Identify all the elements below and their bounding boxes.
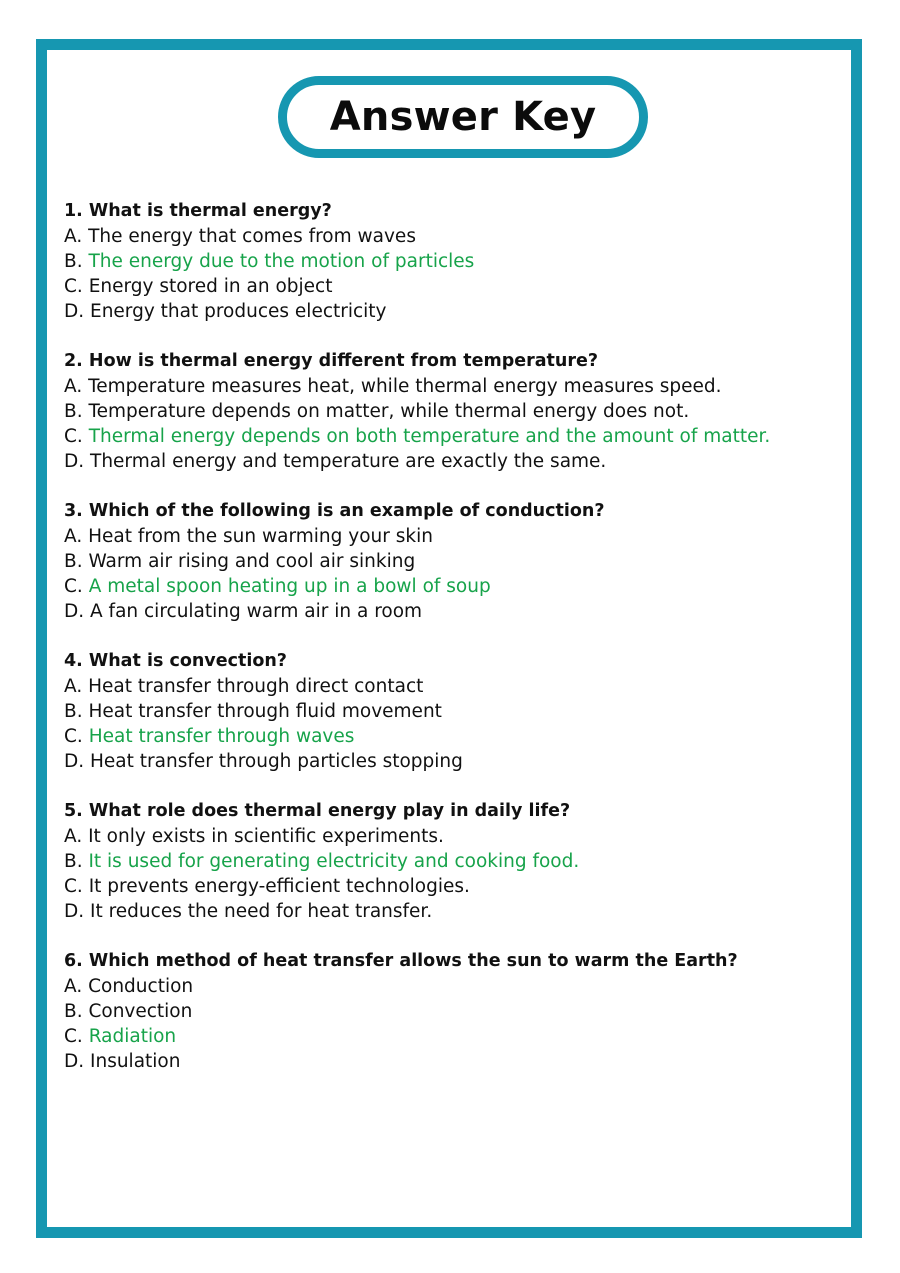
option-text: Heat from the sun warming your skin bbox=[88, 526, 433, 547]
option bbox=[64, 274, 844, 299]
option bbox=[64, 299, 844, 324]
question-text: 3. Which of the following is an example of conduction? bbox=[64, 501, 605, 521]
option-letter: B. bbox=[64, 251, 89, 272]
question-block-6 bbox=[64, 949, 844, 1074]
option bbox=[64, 824, 844, 849]
option bbox=[64, 874, 844, 899]
question-text: 2. How is thermal energy different from temperature? bbox=[64, 351, 599, 371]
option-text: A fan circulating warm air in a room bbox=[90, 601, 423, 622]
option bbox=[64, 524, 844, 549]
option-letter: B. bbox=[64, 551, 89, 572]
option-text: Insulation bbox=[90, 1051, 181, 1072]
correct-answer-text: Radiation bbox=[88, 1026, 177, 1047]
option-letter: D. bbox=[64, 301, 91, 322]
option-text: It prevents energy-efficient technologies. bbox=[88, 876, 470, 897]
option bbox=[64, 374, 844, 399]
option-letter: D. bbox=[64, 751, 91, 772]
option-correct bbox=[64, 1024, 844, 1049]
option-letter: C. bbox=[64, 1026, 89, 1047]
question-block-2 bbox=[64, 349, 844, 474]
option-correct bbox=[64, 424, 844, 449]
option-text: It only exists in scientific experiments. bbox=[88, 826, 444, 847]
option bbox=[64, 599, 844, 624]
page-title: Answer Key bbox=[329, 94, 597, 140]
option-correct bbox=[64, 724, 844, 749]
option-letter: B. bbox=[64, 1001, 89, 1022]
option bbox=[64, 749, 844, 774]
option bbox=[64, 674, 844, 699]
option-text: Energy that produces electricity bbox=[90, 301, 387, 322]
option-letter: A. bbox=[64, 376, 89, 397]
question-block-5 bbox=[64, 799, 844, 924]
option-letter: A. bbox=[64, 226, 89, 247]
correct-answer-text: The energy due to the motion of particles bbox=[88, 251, 475, 272]
correct-answer-text: Thermal energy depends on both temperature and the amount of matter. bbox=[88, 426, 771, 447]
option-letter: D. bbox=[64, 1051, 91, 1072]
option bbox=[64, 999, 844, 1024]
option-text: Temperature depends on matter, while thermal energy does not. bbox=[88, 401, 690, 422]
option-letter: A. bbox=[64, 976, 89, 997]
question-block-1 bbox=[64, 199, 844, 324]
option-letter: C. bbox=[64, 426, 89, 447]
question-text: 1. What is thermal energy? bbox=[64, 201, 332, 221]
option-text: Energy stored in an object bbox=[88, 276, 333, 297]
option-letter: B. bbox=[64, 851, 89, 872]
option bbox=[64, 1049, 844, 1074]
option bbox=[64, 974, 844, 999]
option-letter: C. bbox=[64, 276, 89, 297]
question-block-4 bbox=[64, 649, 844, 774]
correct-answer-text: A metal spoon heating up in a bowl of soup bbox=[88, 576, 491, 597]
option-letter: C. bbox=[64, 576, 89, 597]
option-letter: D. bbox=[64, 451, 91, 472]
option-text: Heat transfer through direct contact bbox=[88, 676, 424, 697]
option-text: Heat transfer through particles stopping bbox=[90, 751, 463, 772]
option-letter: A. bbox=[64, 676, 89, 697]
correct-answer-text: Heat transfer through waves bbox=[88, 726, 355, 747]
option-text: The energy that comes from waves bbox=[88, 226, 416, 247]
question-text: 5. What role does thermal energy play in daily life? bbox=[64, 801, 571, 821]
option-text: Heat transfer through fluid movement bbox=[88, 701, 442, 722]
option bbox=[64, 699, 844, 724]
option bbox=[64, 899, 844, 924]
option-text: Temperature measures heat, while thermal energy measures speed. bbox=[88, 376, 722, 397]
option-letter: C. bbox=[64, 726, 89, 747]
option-correct bbox=[64, 849, 844, 874]
question-text: 6. Which method of heat transfer allows the sun to warm the Earth? bbox=[64, 951, 738, 971]
correct-answer-text: It is used for generating electricity and cooking food. bbox=[88, 851, 580, 872]
option-letter: A. bbox=[64, 526, 89, 547]
option bbox=[64, 224, 844, 249]
option-letter: B. bbox=[64, 401, 89, 422]
option bbox=[64, 549, 844, 574]
answer-list bbox=[64, 199, 844, 1099]
option-letter: D. bbox=[64, 901, 91, 922]
option-text: It reduces the need for heat transfer. bbox=[90, 901, 433, 922]
option-text: Warm air rising and cool air sinking bbox=[88, 551, 416, 572]
option-correct bbox=[64, 249, 844, 274]
option-letter: B. bbox=[64, 701, 89, 722]
option-correct bbox=[64, 574, 844, 599]
question-text: 4. What is convection? bbox=[64, 651, 287, 671]
title-pill bbox=[278, 76, 648, 158]
option-letter: C. bbox=[64, 876, 89, 897]
option bbox=[64, 399, 844, 424]
option-letter: D. bbox=[64, 601, 91, 622]
option-text: Conduction bbox=[88, 976, 194, 997]
option-letter: A. bbox=[64, 826, 89, 847]
question-block-3 bbox=[64, 499, 844, 624]
option-text: Convection bbox=[88, 1001, 193, 1022]
option-text: Thermal energy and temperature are exactly the same. bbox=[90, 451, 607, 472]
option bbox=[64, 449, 844, 474]
